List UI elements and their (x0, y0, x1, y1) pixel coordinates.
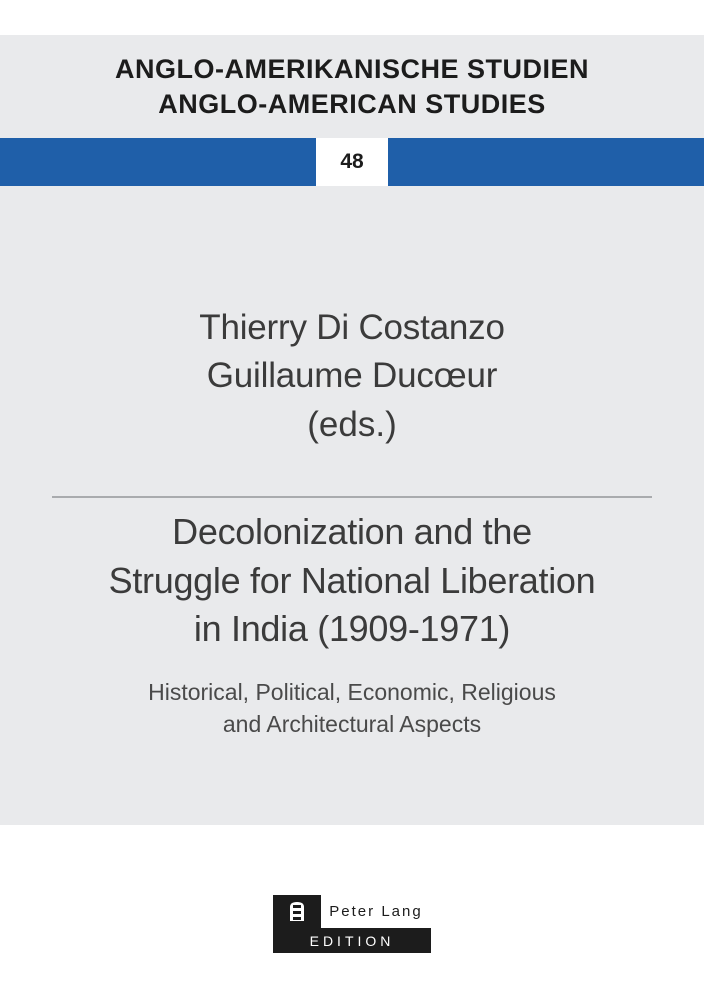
publisher-name: Peter Lang (329, 903, 423, 920)
volume-bar (0, 138, 704, 186)
title-block (0, 508, 704, 741)
author-block (0, 304, 704, 449)
volume-number: 48 (340, 150, 364, 173)
series-band (0, 35, 704, 138)
publisher-logo-top (273, 895, 431, 928)
subtitle-line-2: and Architectural Aspects (222, 711, 482, 738)
peter-lang-monogram-icon (273, 895, 321, 928)
publisher-imprint: EDITION (273, 928, 431, 953)
subtitle-line-1: Historical, Political, Economic, Religious (148, 678, 556, 705)
divider-rule (52, 496, 652, 498)
subtitle-block (0, 676, 704, 741)
publisher-logo-area (0, 895, 704, 953)
title-line-2: Struggle for National Liberation (108, 559, 596, 601)
author-name-1: Thierry Di Costanzo (199, 308, 505, 347)
series-title-german: ANGLO-AMERIKANISCHE STUDIEN (114, 53, 589, 84)
publisher-logo (273, 895, 431, 953)
cover-main-field (0, 186, 704, 825)
title-line-1: Decolonization and the (172, 511, 532, 552)
title-line-3: in India (1909-1971) (193, 608, 511, 650)
author-name-2: Guillaume Ducœur (206, 355, 498, 395)
volume-chip (316, 138, 388, 186)
series-title-english: ANGLO-AMERICAN STUDIES (158, 88, 546, 119)
editor-role: (eds.) (307, 405, 397, 445)
